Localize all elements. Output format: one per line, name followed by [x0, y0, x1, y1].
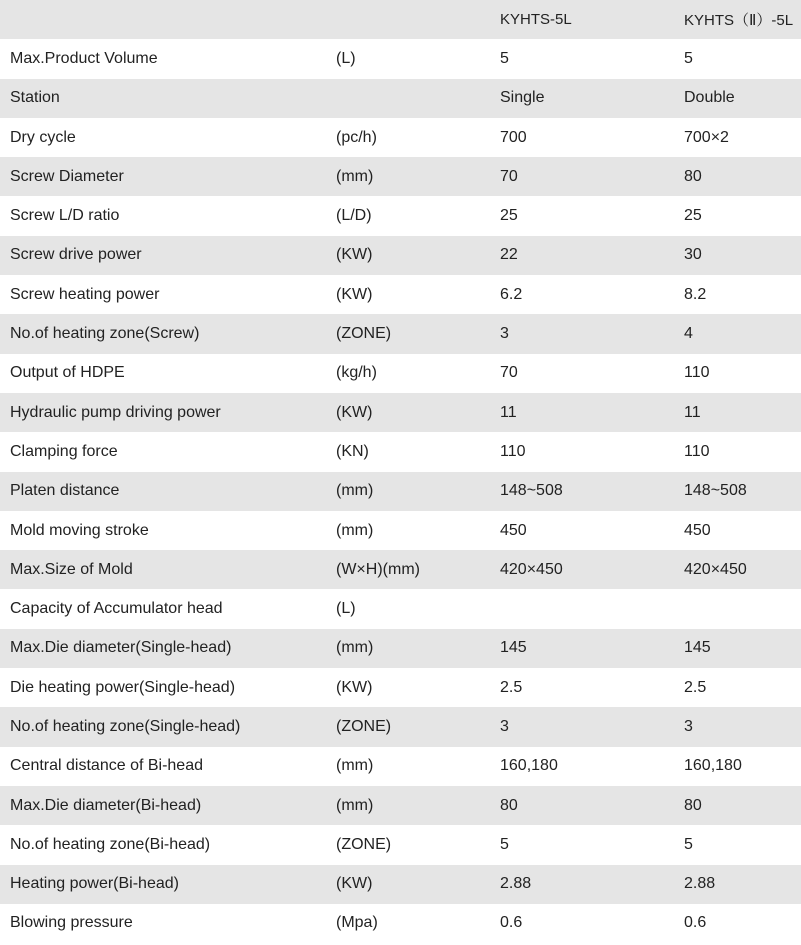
spec-unit-cell: (L/D) — [336, 207, 372, 225]
model-1-value-cell: 25 — [500, 207, 518, 225]
model-2-value-cell: 25 — [684, 207, 702, 225]
spec-unit-cell: (mm) — [336, 757, 374, 775]
table-row — [0, 393, 801, 432]
model-2-value-cell: 5 — [684, 49, 693, 67]
spec-name-cell: Max.Product Volume — [10, 49, 158, 67]
spec-unit-cell: (L) — [336, 600, 356, 618]
model-2-value-cell: 8.2 — [684, 285, 707, 303]
table-row — [0, 629, 801, 668]
table-row — [0, 79, 801, 118]
spec-unit-cell: (KN) — [336, 442, 369, 460]
spec-name-cell: Screw heating power — [10, 285, 160, 303]
spec-unit-cell: (KW) — [336, 285, 373, 303]
header-model-2: KYHTS（Ⅱ）-5L — [684, 12, 794, 30]
table-row — [0, 589, 801, 628]
spec-unit-cell: (kg/h) — [336, 364, 377, 382]
model-2-value-cell: 30 — [684, 246, 702, 264]
model-2-value-cell: 11 — [684, 403, 701, 421]
model-2-value-cell: 148~508 — [684, 482, 747, 500]
model-1-value-cell: 2.5 — [500, 678, 523, 696]
spec-name-cell: Dry cycle — [10, 128, 76, 146]
model-1-value-cell: 3 — [500, 717, 509, 735]
model-2-value-cell: Double — [684, 89, 735, 107]
spec-name-cell: Mold moving stroke — [10, 521, 149, 539]
table-row — [0, 747, 801, 786]
table-row — [0, 432, 801, 471]
table-row — [0, 157, 801, 196]
spec-unit-cell: (mm) — [336, 796, 374, 814]
spec-name-cell: Blowing pressure — [10, 914, 133, 932]
table-row — [0, 472, 801, 511]
spec-unit-cell: (pc/h) — [336, 128, 377, 146]
spec-unit-cell — [326, 79, 488, 118]
table-row — [0, 865, 801, 904]
table-row — [0, 668, 801, 707]
spec-name-cell: Screw Diameter — [10, 167, 124, 185]
spec-name-cell: Screw L/D ratio — [10, 207, 120, 225]
spec-table-body — [0, 39, 801, 943]
model-1-value-cell: 70 — [500, 167, 518, 185]
table-row — [0, 825, 801, 864]
model-2-value-cell: 5 — [684, 835, 693, 853]
spec-unit-cell: (KW) — [336, 246, 373, 264]
model-1-value-cell: 0.6 — [500, 914, 523, 932]
model-2-value-cell: 420×450 — [684, 560, 747, 578]
table-row — [0, 550, 801, 589]
model-1-value-cell: 70 — [500, 364, 518, 382]
table-row — [0, 39, 801, 78]
header-model-1: KYHTS-5L — [500, 11, 572, 29]
model-2-value-cell: 110 — [684, 364, 710, 382]
model-2-value-cell: 160,180 — [684, 757, 742, 775]
header-name-cell — [0, 0, 326, 39]
table-row — [0, 904, 801, 943]
model-1-value-cell: 3 — [500, 325, 509, 343]
spec-name-cell: No.of heating zone(Screw) — [10, 325, 200, 343]
model-2-value-cell: 700×2 — [684, 128, 729, 146]
model-1-value-cell: 145 — [500, 639, 527, 657]
model-2-value-cell: 0.6 — [684, 914, 707, 932]
model-2-value-cell: 450 — [684, 521, 711, 539]
spec-name-cell: Die heating power(Single-head) — [10, 678, 236, 696]
spec-unit-cell: (mm) — [336, 167, 374, 185]
model-2-value-cell: 2.5 — [684, 678, 707, 696]
spec-name-cell: Clamping force — [10, 442, 118, 460]
model-2-value-cell: 3 — [684, 717, 693, 735]
spec-name-cell: Max.Die diameter(Single-head) — [10, 639, 232, 657]
spec-name-cell: Capacity of Accumulator head — [10, 600, 223, 618]
spec-unit-cell: (L) — [336, 49, 356, 67]
spec-name-cell: Max.Size of Mold — [10, 560, 133, 578]
model-1-value-cell: 22 — [500, 246, 518, 264]
spec-name-cell: Platen distance — [10, 482, 120, 500]
table-row — [0, 354, 801, 393]
spec-unit-cell: (KW) — [336, 403, 373, 421]
model-2-value-cell: 80 — [684, 167, 702, 185]
model-1-value-cell: 420×450 — [500, 560, 563, 578]
model-1-value-cell: 160,180 — [500, 757, 558, 775]
spec-unit-cell: (ZONE) — [336, 835, 392, 853]
model-1-value-cell: 5 — [500, 49, 509, 67]
table-row — [0, 786, 801, 825]
spec-name-cell: No.of heating zone(Single-head) — [10, 717, 241, 735]
table-row — [0, 275, 801, 314]
spec-unit-cell: (ZONE) — [336, 325, 392, 343]
model-1-value-cell: 5 — [500, 835, 509, 853]
model-1-value-cell: 2.88 — [500, 875, 532, 893]
model-1-value-cell — [488, 589, 672, 628]
spec-name-cell: Max.Die diameter(Bi-head) — [10, 796, 202, 814]
model-1-value-cell: 80 — [500, 796, 518, 814]
spec-unit-cell: (ZONE) — [336, 717, 392, 735]
spec-name-cell: Heating power(Bi-head) — [10, 875, 179, 893]
spec-name-cell: Output of HDPE — [10, 364, 125, 382]
spec-name-cell: Station — [10, 89, 60, 107]
model-2-value-cell: 80 — [684, 796, 702, 814]
model-2-value-cell: 2.88 — [684, 875, 716, 893]
header-unit-cell — [326, 0, 488, 39]
table-row — [0, 707, 801, 746]
model-1-value-cell: 6.2 — [500, 285, 523, 303]
table-row — [0, 511, 801, 550]
table-row — [0, 236, 801, 275]
spec-unit-cell: (KW) — [336, 875, 373, 893]
spec-unit-cell: (Mpa) — [336, 914, 378, 932]
model-2-value-cell — [672, 589, 801, 628]
model-1-value-cell: 148~508 — [500, 482, 563, 500]
model-1-value-cell: 700 — [500, 128, 527, 146]
model-2-value-cell: 110 — [684, 442, 710, 460]
spec-unit-cell: (W×H)(mm) — [336, 560, 420, 578]
table-header-row — [0, 0, 801, 39]
model-1-value-cell: Single — [500, 89, 545, 107]
table-row — [0, 314, 801, 353]
model-2-value-cell: 145 — [684, 639, 711, 657]
spec-name-cell: Screw drive power — [10, 246, 142, 264]
table-row — [0, 118, 801, 157]
model-1-value-cell: 11 — [500, 403, 517, 421]
spec-name-cell: No.of heating zone(Bi-head) — [10, 835, 211, 853]
table-row — [0, 196, 801, 235]
spec-unit-cell: (mm) — [336, 521, 374, 539]
spec-unit-cell: (mm) — [336, 639, 374, 657]
model-1-value-cell: 450 — [500, 521, 527, 539]
spec-unit-cell: (KW) — [336, 678, 373, 696]
spec-unit-cell: (mm) — [336, 482, 374, 500]
spec-name-cell: Central distance of Bi-head — [10, 757, 203, 775]
model-1-value-cell: 110 — [500, 442, 526, 460]
model-2-value-cell: 4 — [684, 325, 693, 343]
spec-name-cell: Hydraulic pump driving power — [10, 403, 221, 421]
